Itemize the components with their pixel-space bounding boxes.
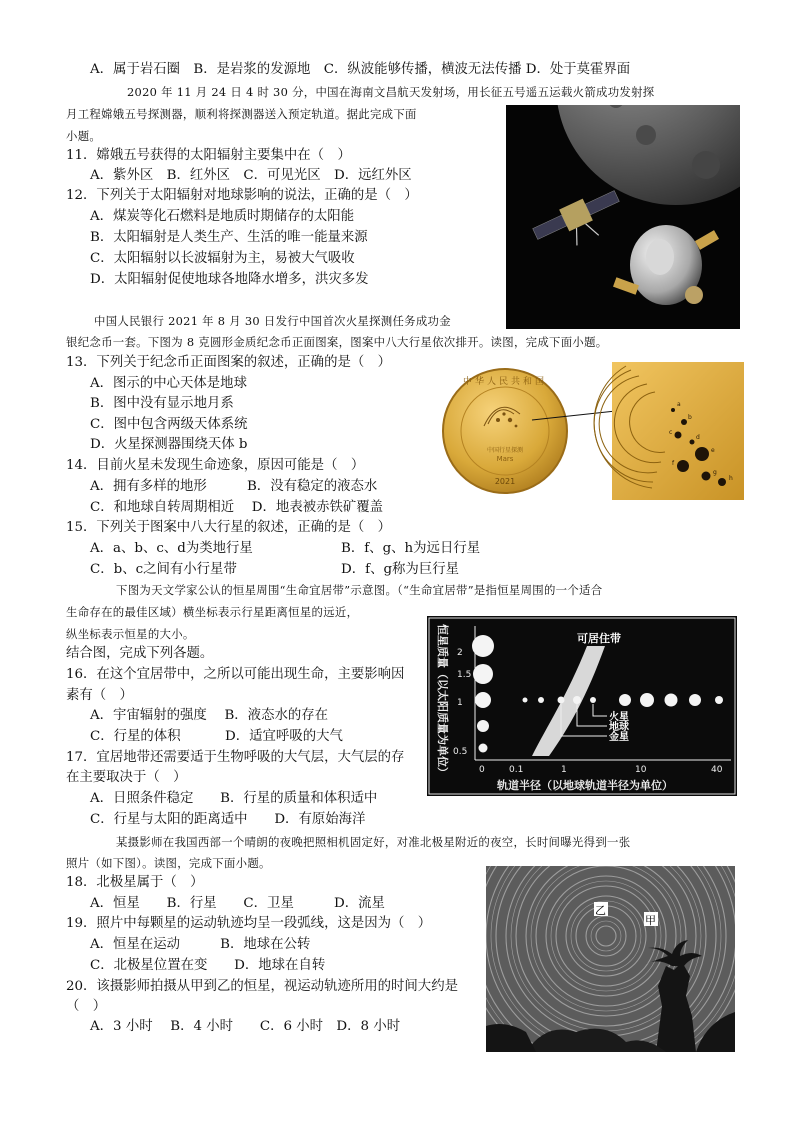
q17-stem-line2: 在主要取决于（ ） [66,770,187,785]
q18-options: A．恒星 B．行星 C．卫星 D．流星 [90,896,385,911]
q17-options-cd: C．行星与太阳的距离适中 D．有原始海洋 [90,812,366,827]
q11-stem: 11．嫦娥五号获得的太阳辐射主要集中在（ ） [66,148,351,163]
hz-zone-label: 可居住带 [577,632,621,645]
q13-option-a: A．图示的中心天体是地球 [90,376,247,391]
coin-planet-g: g [713,469,717,476]
q16-stem-line1: 16．在这个宜居带中，之所以可能出现生命，主要影响因 [66,667,405,682]
coin-planet-b: b [688,414,692,421]
passage4-line2: 照片（如下图）。读图，完成下面小题。 [66,856,271,870]
hz-xtick-1: 1 [561,765,567,775]
coin-year: 2021 [494,477,516,486]
passage1-line2: 月工程嫦娥五号探测器，顺利将探测器送入预定轨道。据此完成下面 [66,107,417,121]
hz-ylabel: 恒星质量（以太阳质量为单位） [436,624,449,778]
q15-stem: 15．下列关于图案中八大行星的叙述，正确的是（ ） [66,520,392,535]
q14-stem: 14．目前火星未发现生命迹象，原因可能是（ ） [66,458,365,473]
hz-ytick-1: 1 [457,698,463,708]
gold-coin-image [440,362,744,500]
coin-center-text1: 中国行星探测 [486,447,524,454]
q16-stem-line2: 素有（ ） [66,688,133,703]
hz-ytick-2: 2 [457,648,463,658]
coin-center-text2: Mars [496,455,514,463]
q20-options: A．3 小时 B．4 小时 C．6 小时 D．8 小时 [90,1019,401,1034]
coin-planet-d: d [696,434,700,441]
passage2-line1: 中国人民银行 2021 年 8 月 30 日发行中国首次火星探测任务成功金 [94,314,451,328]
passage3-line4: 结合图，完成下列各题。 [66,646,214,661]
trail-label-jia: 甲 [645,914,656,927]
coin-planet-c: c [669,429,673,436]
q12-option-c: C．太阳辐射以长波辐射为主，易被大气吸收 [90,251,355,266]
coin-planet-e: e [711,447,715,454]
hz-xtick-0-1: 0.1 [509,765,524,775]
q11-options: A．紫外区 B．红外区 C．可见光区 D．远红外区 [90,168,412,183]
q16-options-cd: C．行星的体积 D．适宜呼吸的大气 [90,729,343,744]
passage2-line2: 银纪念币一套。下图为 8 克圆形金质纪念币正面图案，图案中八大行星依次排开。读图，完成下面小题。 [66,335,608,349]
passage3-line3: 纵坐标表示恒星的大小。 [66,627,195,641]
coin-rim-text: 中华人民共和国 [462,377,548,387]
q15-option-b: B．f、g、h为远日行星 [341,541,481,556]
q12-option-b: B．太阳辐射是人类生产、生活的唯一能量来源 [90,230,368,245]
q18-stem: 18．北极星属于（ ） [66,875,204,890]
q19-stem: 19．照片中每颗星的运动轨迹均呈一段弧线，这是因为（ ） [66,916,432,931]
q14-options-ab: A．拥有多样的地形 B．没有稳定的液态水 [90,479,378,494]
q17-stem-line1: 17．宜居地带还需要适于生物呼吸的大气层，大气层的存 [66,750,405,765]
q13-option-b: B．图中没有显示地月系 [90,396,234,411]
hz-ytick-0-5: 0.5 [453,747,468,757]
hz-xtick-0: 0 [479,765,485,775]
q13-option-c: C．图中包含两级天体系统 [90,417,248,432]
q15-option-d: D．f、g称为巨行星 [341,562,459,577]
hz-xlabel: 轨道半径（以地球轨道半径为单位） [497,779,673,792]
q14-options-cd: C．和地球自转周期相近 D．地表被赤铁矿覆盖 [90,500,384,515]
hz-ytick-1-5: 1.5 [457,670,472,680]
coin-planet-a: a [677,401,681,408]
q12-stem: 12．下列关于太阳辐射对地球影响的说法，正确的是（ ） [66,188,418,203]
passage1-line1: 2020 年 11 月 24 日 4 时 30 分，中国在海南文昌航天发射场，用长征五号遥五运载火箭成功发射探 [127,85,655,99]
habitable-zone-diagram [427,616,737,796]
q19-options-cd: C．北极星位置在变 D．地球在自转 [90,958,326,973]
hz-xtick-40: 40 [711,765,723,775]
q20-paren: （ ） [66,999,107,1014]
passage3-line1: 下图为天文学家公认的恒星周围“生命宜居带”示意图。（“生命宜居带”是指恒星周围的一个适合 [116,583,603,597]
star-trail-photo [486,866,735,1052]
hz-label-earth: 地球 [609,722,629,733]
q12-option-d: D．太阳辐射促使地球各地降水增多，洪灾多发 [90,272,369,287]
hz-label-venus: 金星 [609,732,629,743]
coin-planet-f: f [672,460,675,467]
q19-options-ab: A．恒星在运动 B．地球在公转 [90,937,311,952]
passage3-line2: 生命存在的最佳区域）横坐标表示行星距离恒星的远近， [66,605,359,619]
q13-stem: 13．下列关于纪念币正面图案的叙述，正确的是（ ） [66,355,392,370]
q15-option-a: A．a、b、c、d为类地行星 [90,541,253,556]
q13-option-d: D．火星探测器围绕天体 b [90,437,248,452]
coin-planet-h: h [729,475,733,482]
q17-options-ab: A．日照条件稳定 B．行星的质量和体积适中 [90,791,378,806]
q16-options-ab: A．宇宙辐射的强度 B．液态水的存在 [90,708,329,723]
q20-stem: 20．该摄影师拍摄从甲到乙的恒星，视运动轨迹所用的时间大约是 [66,979,458,994]
q12-option-a: A．煤炭等化石燃料是地质时期储存的太阳能 [90,209,355,224]
q15-option-c: C．b、c之间有小行星带 [90,562,237,577]
hz-label-mars: 火星 [609,712,629,723]
hz-xtick-10: 10 [635,765,647,775]
passage4-line1: 某摄影师在我国西部一个晴朗的夜晚把照相机固定好，对准北极星附近的夜空，长时间曝光得到一张 [116,835,631,849]
spacecraft-illustration [506,105,740,329]
passage1-line3: 小题。 [66,129,102,143]
q10-options: A．属于岩石圈 B．是岩浆的发源地 C．纵波能够传播，横波无法传播 D．处于莫霍界面 [90,62,631,77]
trail-label-yi: 乙 [595,904,606,917]
